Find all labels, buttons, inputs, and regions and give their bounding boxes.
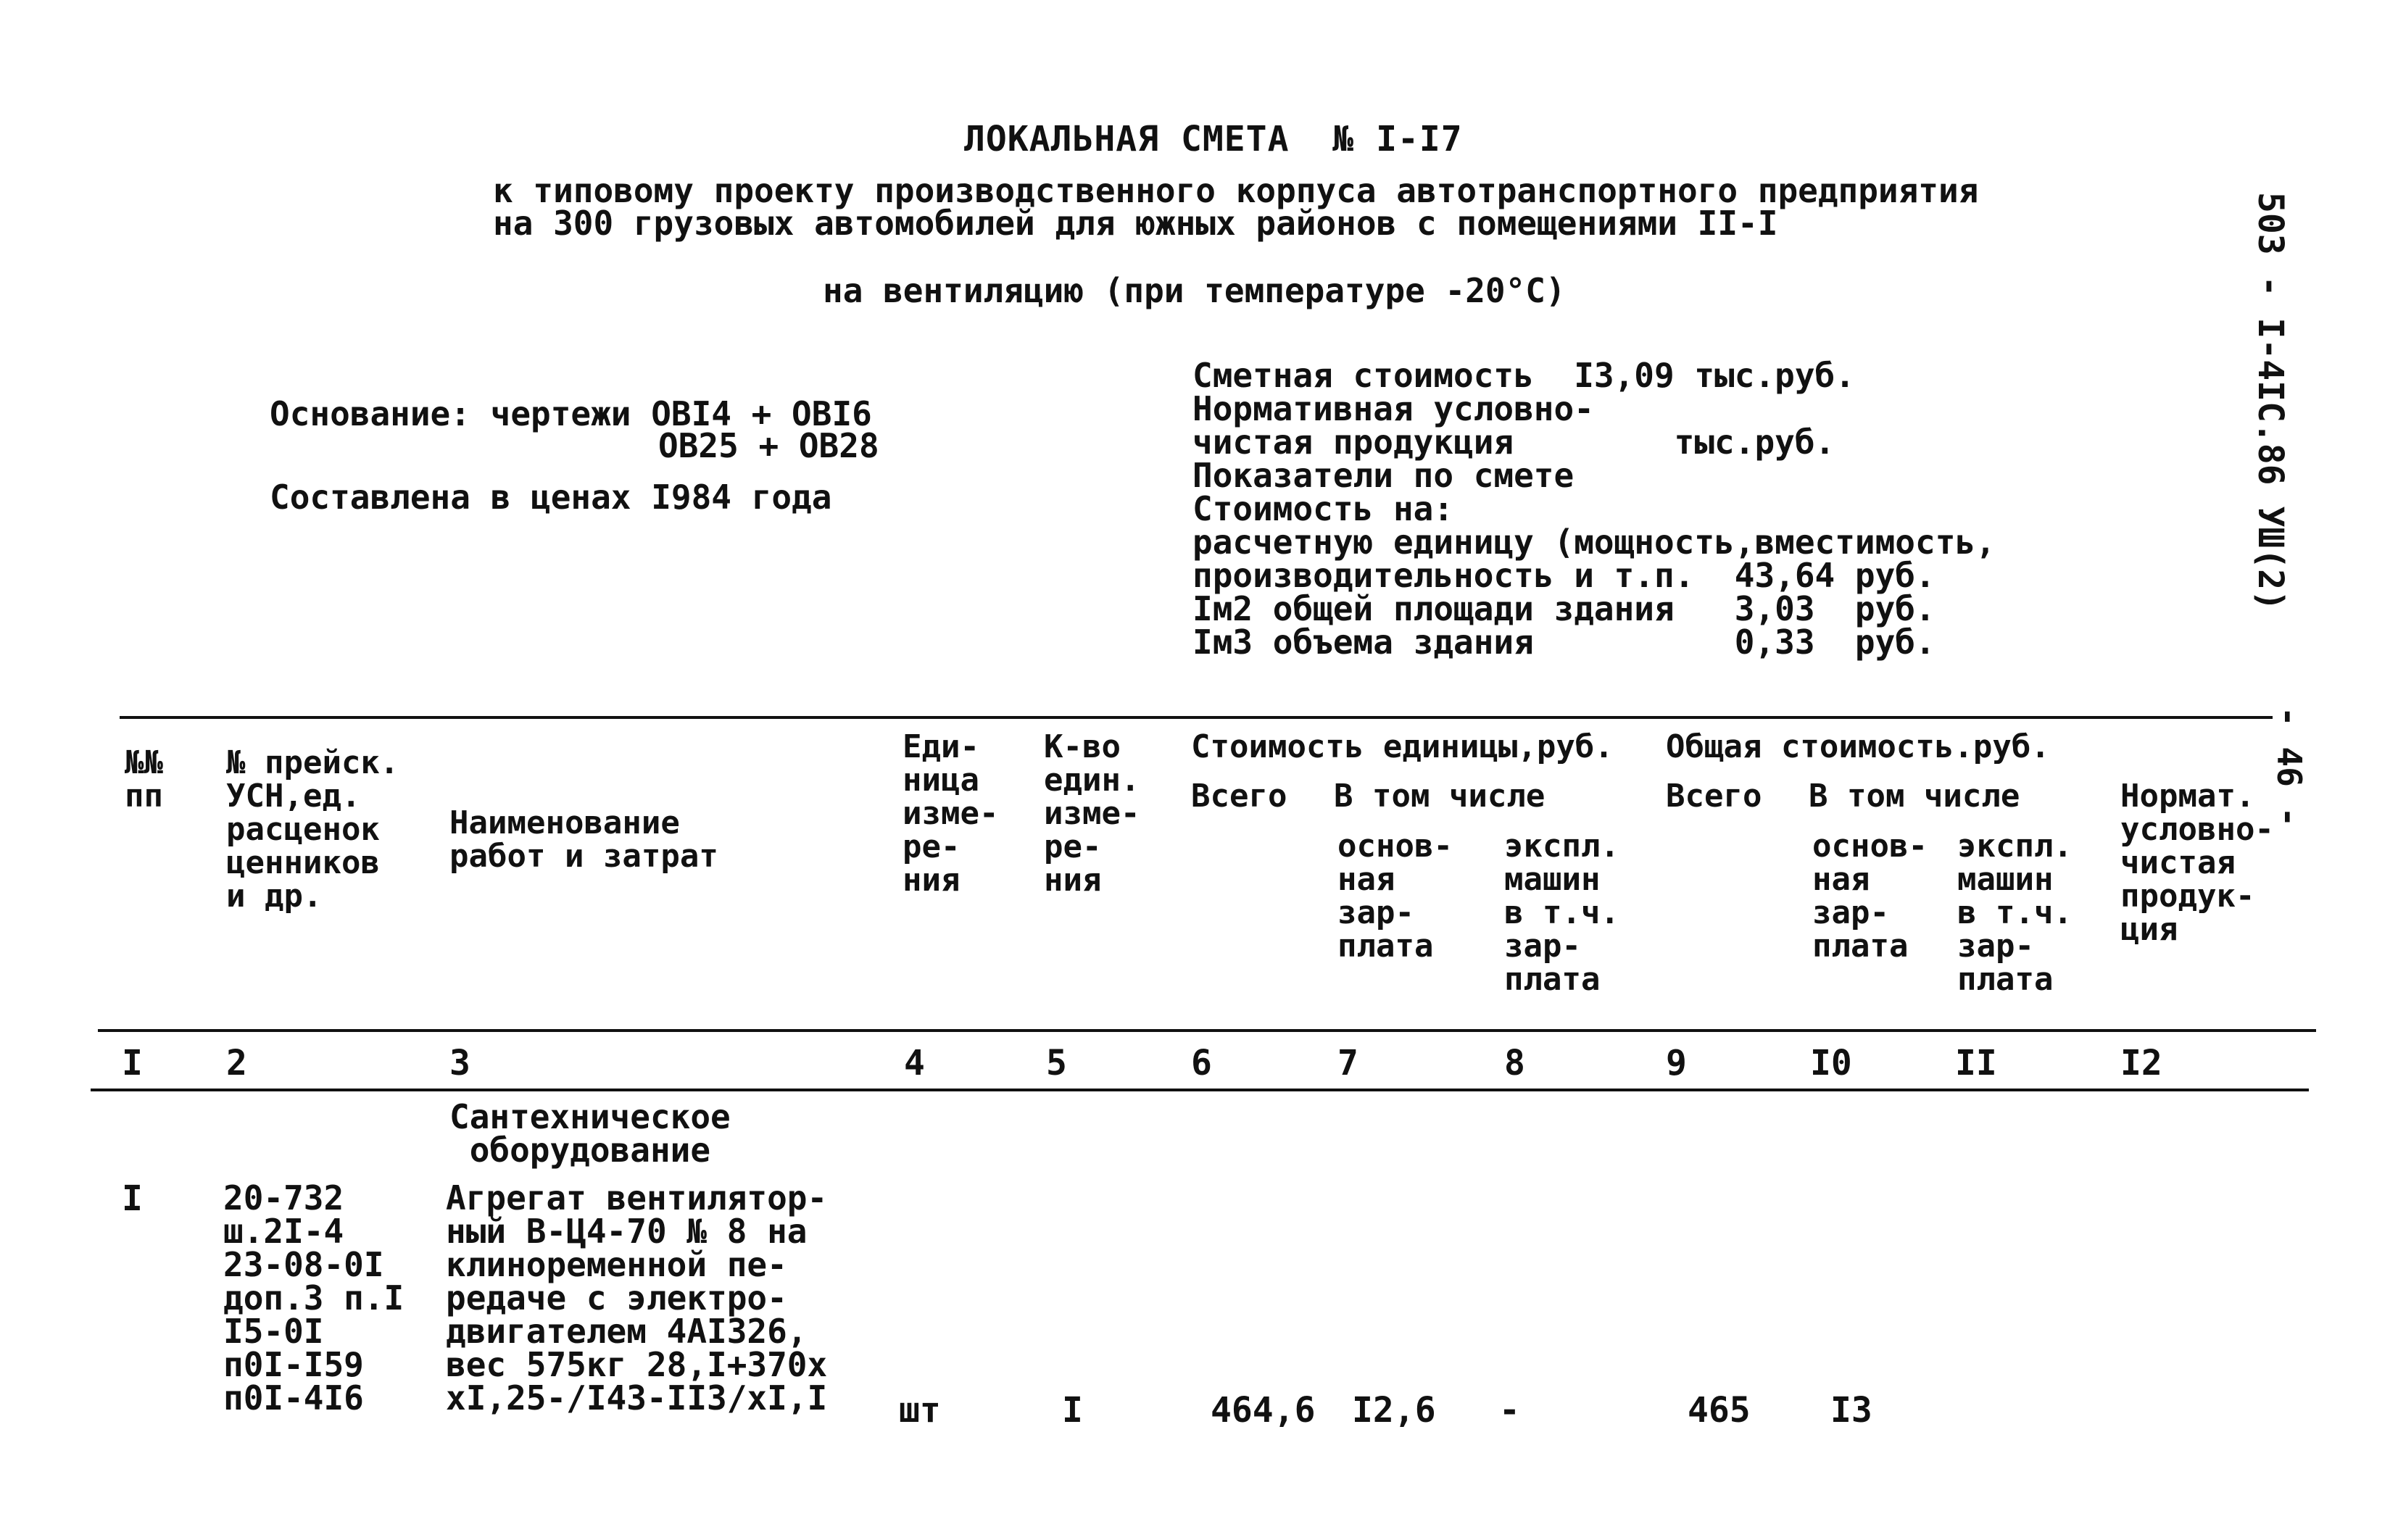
column-number-3: 3 bbox=[449, 1043, 470, 1083]
basis-line-1: Основание: чертежи ОВI4 + ОВI6 bbox=[270, 394, 872, 433]
row-1-quantity: I bbox=[1062, 1390, 1083, 1431]
cost-summary-line-6: расчетную единицу (мощность,вместимость, bbox=[1192, 523, 1996, 562]
header-unit-cost-group: Стоимость единицы,руб. bbox=[1191, 728, 1614, 765]
cost-summary-line-9: Iм3 объема здания 0,33 руб. bbox=[1192, 623, 1936, 662]
cost-summary-line-4: Показатели по смете bbox=[1192, 456, 1575, 495]
header-col-6: Всего bbox=[1191, 778, 1287, 815]
estimate-title: ЛОКАЛЬНАЯ СМЕТА № I-I7 bbox=[964, 119, 1463, 159]
cost-summary-line-7: производительность и т.п. 43,64 руб. bbox=[1192, 556, 1936, 595]
column-number-2: 2 bbox=[226, 1043, 247, 1083]
row-1-name: Агрегат вентилятор- ный В-Ц4-70 № 8 на клиноременной пе- редаче с электро- двигателем 4АI326, вес 575кг 28,I+370х хI,25-/I43-II3/хI,I bbox=[446, 1178, 828, 1418]
row-1-unit: шт bbox=[899, 1390, 941, 1431]
column-number-10: I0 bbox=[1810, 1043, 1852, 1083]
header-total-incl: В том числе bbox=[1809, 778, 2020, 815]
header-unit-incl: В том числе bbox=[1334, 778, 1546, 815]
row-1-unit-wage: I2,6 bbox=[1352, 1390, 1436, 1431]
subtitle-line-2: на 300 грузовых автомобилей для южных районов с помещениями II-I bbox=[493, 204, 1778, 243]
row-1-unit-total: 464,6 bbox=[1211, 1390, 1316, 1431]
header-col-1: №№ пп bbox=[125, 744, 163, 815]
basis-prices-year: Составлена в ценах I984 года bbox=[270, 478, 832, 517]
cost-summary-line-5: Стоимость на: bbox=[1192, 489, 1454, 528]
column-number-5: 5 bbox=[1046, 1043, 1067, 1083]
header-total-cost-group: Общая стоимость.руб. bbox=[1666, 728, 2050, 765]
row-1-total-wage: I3 bbox=[1830, 1390, 1872, 1431]
header-bottom-rule bbox=[98, 1029, 2316, 1032]
cost-summary-line-3: чистая продукция тыс.руб. bbox=[1192, 423, 1835, 462]
header-col-4: Еди- ница изме- ре- ния bbox=[903, 728, 999, 899]
header-col-5: К-во един. изме- ре- ния bbox=[1044, 728, 1140, 899]
row-1-unit-machine: - bbox=[1499, 1390, 1520, 1431]
cost-summary-line-8: Iм2 общей площади здания 3,03 руб. bbox=[1192, 589, 1936, 628]
column-number-12: I2 bbox=[2120, 1043, 2162, 1083]
header-col-2: № прейск. УСН,ед. расценок ценников и др. bbox=[226, 744, 399, 915]
column-number-1: I bbox=[122, 1043, 143, 1083]
row-1-code: 20-732 ш.2I-4 23-08-0I доп.3 п.I I5-0I п0I-I59 п0I-4I6 bbox=[223, 1178, 404, 1418]
column-number-7: 7 bbox=[1337, 1043, 1358, 1083]
header-col-12: Нормат. условно- чистая продук- ция bbox=[2120, 778, 2274, 948]
page-number: - 46 - bbox=[2270, 707, 2309, 828]
column-number-11: II bbox=[1955, 1043, 1997, 1083]
cost-summary-line-1: Сметная стоимость I3,09 тыс.руб. bbox=[1192, 356, 1855, 395]
cost-summary-line-2: Нормативная условно- bbox=[1192, 389, 1594, 428]
subtitle-line-1: к типовому проекту производственного корпуса автотранспортного предприятия bbox=[493, 171, 1979, 210]
row-1-total: 465 bbox=[1688, 1390, 1751, 1431]
column-number-9: 9 bbox=[1666, 1043, 1687, 1083]
header-col-7: основ- ная зар- плата bbox=[1337, 828, 1453, 965]
column-number-8: 8 bbox=[1504, 1043, 1525, 1083]
subtitle-line-3: на вентиляцию (при температуре -20°С) bbox=[823, 271, 1566, 310]
header-col-9: Всего bbox=[1666, 778, 1762, 815]
row-1-number: I bbox=[122, 1178, 143, 1219]
header-col-11: экспл. машин в т.ч. зар- плата bbox=[1957, 828, 2073, 998]
header-col-3: Наименование работ и затрат bbox=[449, 804, 718, 875]
section-title: Сантехническое оборудование bbox=[449, 1097, 731, 1170]
column-numbers-rule bbox=[91, 1089, 2309, 1091]
header-col-8: экспл. машин в т.ч. зар- плата bbox=[1504, 828, 1619, 998]
column-number-4: 4 bbox=[904, 1043, 925, 1083]
column-number-6: 6 bbox=[1191, 1043, 1212, 1083]
table-top-rule bbox=[120, 716, 2273, 719]
side-document-code: 503 - I-4IС.86 УШ(2) bbox=[2250, 192, 2291, 611]
basis-line-2: ОВ25 + ОВ28 bbox=[658, 426, 879, 465]
header-col-10: основ- ная зар- плата bbox=[1812, 828, 1928, 965]
